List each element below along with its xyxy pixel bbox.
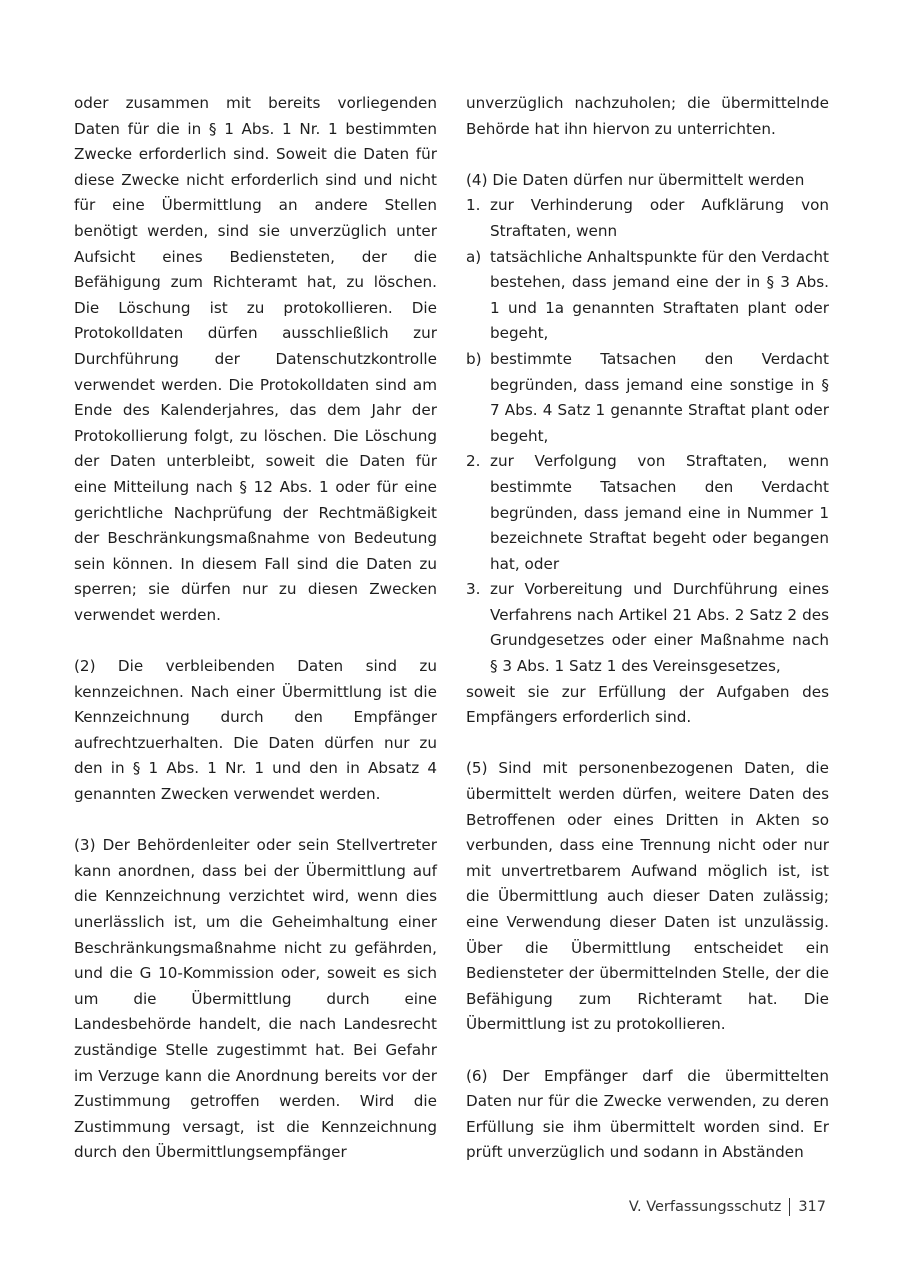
list-item-1	[466, 193, 829, 244]
paragraph-6: (6) Der Empfänger darf die übermittelten Daten nur für die Zwecke verwenden, zu deren Erfüllung sie ihm übermittelt worden sind. Er prüft unverzüglich und sodann in Abständen	[466, 1066, 829, 1162]
left-column	[74, 91, 437, 1166]
paragraph-1-continued: oder zusammen mit bereits vorliegenden Daten für die in § 1 Abs. 1 Nr. 1 bestimmten Zwecke erforderlich sind. Soweit die Daten für diese Zwecke nicht erforderlich sind und nicht für eine Übermittlung an andere Stellen benötigt werden, sind sie unverzüglich unter Aufsicht eines Bediensteten, der die Befähigung zum Richteramt hat, zu löschen. Die Löschung ist zu protokollieren. Die Protokolldaten dürfen ausschließlich zur Durchführung der Datenschutzkontrolle verwendet werden. Die Protokolldaten sind am Ende des Kalenderjahres, das dem Jahr der Protokollierung folgt, zu löschen. Die Löschung der Daten unterbleibt, soweit die Daten für eine Mitteilung nach § 12 Abs. 1 oder für eine gerichtliche Nachprüfung der Rechtmäßigkeit der Beschränkungsmaßnahme von Bedeutung sein können. In diesem Fall sind die Daten zu sperren; sie dürfen nur zu diesen Zwecken verwendet werden.	[74, 94, 437, 624]
list-item-1a	[466, 245, 829, 347]
footer-divider	[789, 1198, 790, 1216]
right-column	[466, 91, 829, 1166]
paragraph-2: (2) Die verbleibenden Daten sind zu kennzeichnen. Nach einer Übermittlung ist die Kennzeichnung durch den Empfänger aufrechtzuerhalten. Die Daten dürfen nur zu den in § 1 Abs. 1 Nr. 1 und den in Absatz 4 genannten Zwecken verwendet werden.	[74, 657, 437, 804]
list-item-3	[466, 577, 829, 679]
list-letter: b)	[466, 349, 482, 368]
list-item-1b	[466, 347, 829, 449]
page-footer	[629, 1198, 826, 1216]
paragraph-4-outro: soweit sie zur Erfüllung der Aufgaben des Empfängers erforderlich sind.	[466, 682, 829, 727]
list-item-text: tatsächliche Anhaltspunkte für den Verdacht bestehen, dass jemand eine der in § 3 Abs. 1 und 1a genannten Straftaten plant oder begeht,	[490, 247, 829, 343]
paragraph-3: (3) Der Behördenleiter oder sein Stellvertreter kann anordnen, dass bei der Übermittlung auf die Kennzeichnung verzichtet wird, wenn dies unerlässlich ist, um die Geheimhaltung einer Beschränkungsmaßnahme nicht zu gefährden, und die G 10-Kommission oder, soweit es sich um die Übermittlung durch eine Landesbehörde handelt, die nach Landesrecht zuständige Stelle zugestimmt hat. Bei Gefahr im Verzuge kann die Anordnung bereits vor der Zustimmung getroffen werden. Wird die Zustimmung versagt, ist die Kennzeichnung durch den Übermittlungsempfänger	[74, 836, 437, 1162]
list-item-text: zur Verhinderung oder Aufklärung von Straftaten, wenn	[490, 196, 829, 240]
list-number: 3.	[466, 580, 481, 599]
list-number: 2.	[466, 452, 481, 471]
list-item-text: bestimmte Tatsachen den Verdacht begründen, dass jemand eine sonstige in § 7 Abs. 4 Satz 1 genannte Straftat plant oder begeht,	[490, 349, 829, 445]
list-item-text: zur Verfolgung von Straftaten, wenn bestimmte Tatsachen den Verdacht begründen, dass jemand eine in Nummer 1 bezeichnete Straftat begeht oder begangen hat, oder	[490, 452, 829, 573]
list-item-2	[466, 449, 829, 577]
paragraph-4-intro: (4) Die Daten dürfen nur übermittelt werden	[466, 170, 805, 189]
page-number: 317	[798, 1199, 826, 1215]
list-number: 1.	[466, 196, 481, 215]
list-letter: a)	[466, 247, 482, 266]
list-item-text: zur Vorbereitung und Durchführung eines Verfahrens nach Artikel 21 Abs. 2 Satz 2 des Grundgesetzes oder einer Maßnahme nach § 3 Abs. 1 Satz 1 des Vereinsgesetzes,	[490, 580, 829, 676]
paragraph-3-continued: unverzüglich nachzuholen; die übermittelnde Behörde hat ihn hiervon zu unterrichten.	[466, 94, 829, 138]
section-title: V. Verfassungsschutz	[628, 1199, 782, 1215]
paragraph-4	[466, 168, 829, 731]
paragraph-5: (5) Sind mit personenbezogenen Daten, die übermittelt werden dürfen, weitere Daten des Betroffenen oder eines Dritten in Akten so verbunden, dass eine Trennung nicht oder nur mit unvertretbarem Aufwand möglich ist, ist die Übermittlung auch dieser Daten zulässig; eine Verwendung dieser Daten ist unzulässig. Über die Übermittlung entscheidet ein Bediensteter der übermittelnden Stelle, der die Befähigung zum Richteramt hat. Die Übermittlung ist zu protokollieren.	[466, 759, 829, 1034]
